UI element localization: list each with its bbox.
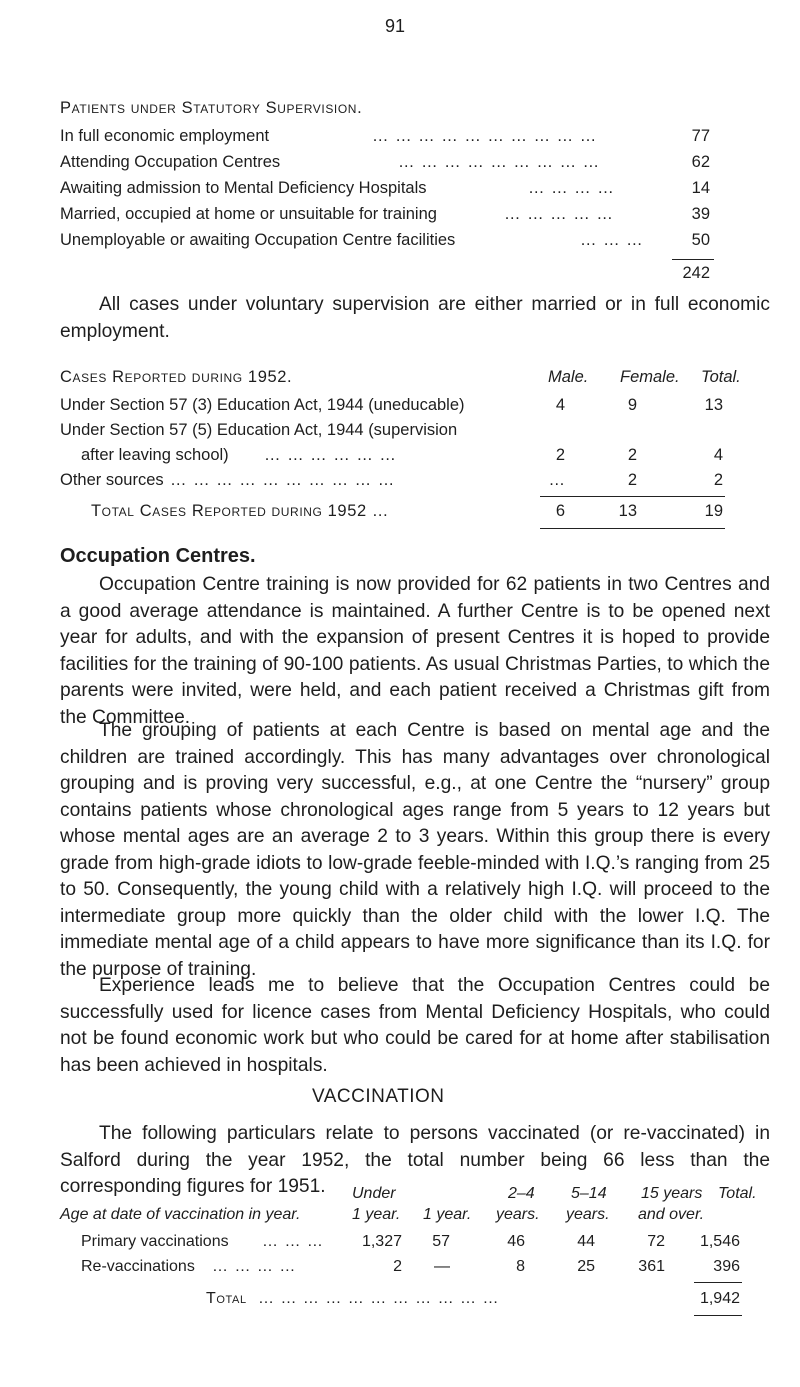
cases-male: 4 [555,396,565,414]
leader-dots: … … … … [528,179,615,197]
vacc-col-header: years. [496,1206,540,1223]
vacc-value: 44 [577,1233,595,1250]
voluntary-paragraph [60,292,770,345]
vacc-col-header: 2–4 [508,1185,535,1202]
vacc-col-header: and over. [638,1206,705,1223]
col-female-header: Female. [620,368,680,386]
cases-row-label: Under Section 57 (3) Education Act, 1944 (uneducable) [60,396,465,414]
statutory-row-value: 77 [691,127,710,145]
cases-row-label-cont: after leaving school) [81,446,229,464]
cases-heading: Cases Reported during 1952. [60,368,293,386]
vaccination-intro: The following particulars relate to persons vaccinated (or re-vaccinated) in Salford during the year 1952, the total number being 66 less than the corresponding figures for 1951. [60,1123,770,1197]
vacc-value: 361 [638,1258,665,1275]
vacc-col-header: 5–14 [571,1185,607,1202]
vacc-value: 46 [507,1233,525,1250]
leader-dots: … … … … … … … … … … [170,471,396,489]
vacc-value: 1,327 [361,1233,402,1250]
vacc-row-label: Re-vaccinations [81,1258,195,1275]
cases-total: 13 [704,396,723,414]
vacc-col-header: 1 year. [352,1206,401,1223]
vacc-value: 8 [516,1258,525,1275]
leader-dots: … … … … … [504,205,614,223]
cases-total-label: Total Cases Reported during 1952 … [91,502,390,520]
statutory-row-label: In full economic employment [60,127,270,145]
vacc-value: 25 [577,1258,595,1275]
occupation-text-3: Experience leads me to believe that the Occupation Centres could be successfully used for licence cases from Mental Deficiency Hospitals, who could not be found economic work but who could be cared for at home after stabilisation has been achieved in hospitals. [60,975,770,1076]
statutory-total: 242 [682,264,710,282]
statutory-row-label: Unemployable or awaiting Occupation Centre facilities [60,231,456,249]
cases-total: 2 [713,471,723,489]
vacc-col-header: Total. [718,1185,757,1202]
statutory-row-value: 50 [691,231,710,249]
leader-dots: … … … [580,231,644,249]
cases-total-female: 13 [618,502,637,520]
vacc-value: 72 [647,1233,665,1250]
occupation-text-1: Occupation Centre training is now provided for 62 patients in two Centres and a good average attendance is maintained. A further Centre is to be opened next year for adults, and with the expansion of present Centres it is hoped to provide facilities for the training of 90-100 patients. As usual Christmas Parties, to which the parents were invited, were held, and each patient received a Christmas gift from the Committee. [60,574,770,728]
occupation-paragraph [60,572,770,731]
vacc-value: — [434,1258,450,1275]
leader-dots: … … … … … … [264,446,397,464]
vacc-value: 1,546 [699,1233,740,1250]
vacc-col-header: years. [566,1206,610,1223]
cases-total-total: 19 [704,502,723,520]
vaccination-heading: VACCINATION [312,1086,445,1107]
vacc-value: 2 [393,1258,402,1275]
vacc-col-header: Under [352,1185,396,1202]
cases-male: … [548,471,565,489]
total-rule-top [540,496,725,497]
vacc-total-value: 1,942 [699,1290,740,1307]
vacc-value: 396 [713,1258,740,1275]
cases-male: 2 [555,446,565,464]
vacc-value: 57 [432,1233,450,1250]
cases-row-label: Under Section 57 (5) Education Act, 1944 (supervision [60,421,458,439]
leader-dots: … … … … … … … … … … … [258,1290,500,1307]
statutory-row-label: Awaiting admission to Mental Deficiency Hospitals [60,179,427,197]
page-number: 91 [385,16,406,36]
statutory-row-label: Attending Occupation Centres [60,153,281,171]
cases-row-label: Other sources [60,471,164,489]
leader-dots: … … … … … … … … … [398,153,601,171]
occupation-paragraph [60,718,770,983]
statutory-row-label: Married, occupied at home or unsuitable for training [60,205,437,223]
cases-total-male: 6 [555,502,565,520]
vacc-total-label: Total [206,1290,247,1307]
statutory-row-value: 14 [691,179,710,197]
cases-female: 2 [627,446,637,464]
vacc-total-rule-top [694,1282,742,1283]
cases-female: 9 [627,396,637,414]
cases-total: 4 [713,446,723,464]
col-male-header: Male. [548,368,589,386]
cases-female: 2 [627,471,637,489]
occupation-heading: Occupation Centres. [60,545,256,567]
leader-dots: … … … … [212,1258,297,1275]
vacc-col-header: 15 years [641,1185,703,1202]
vacc-total-rule-bottom [694,1315,742,1316]
statutory-row-value: 39 [691,205,710,223]
vacc-col-header: 1 year. [423,1206,472,1223]
col-total-header: Total. [701,368,741,386]
vacc-row-label: Primary vaccinations [81,1233,229,1250]
occupation-text-2: The grouping of patients at each Centre is based on mental age and the children are trained accordingly. This has many advantages over chronological grouping and is proving very successful, e.g., at one Centre the “nursery” group contains patients whose chronological ages range from 5 years to 12 years but whose mental ages are an average 2 to 3 years. Within this group there is every grade from high-grade idiots to low-grade feeble-minded with I.Q.’s ranging from 25 to 50. Consequently, the young child with a relatively high I.Q. will proceed to the intermediate group more quickly than the older child with the lower I.Q. The immediate mental age of a child appears to have more significance than its I.Q. for the purpose of training. [60,720,770,980]
vacc-row-header: Age at date of vaccination in year. [60,1206,301,1223]
subtotal-rule [672,259,714,260]
voluntary-text: All cases under voluntary supervision are either married or in full economic employment. [60,294,770,342]
statutory-row-value: 62 [691,153,710,171]
leader-dots: … … … … … … … … … … [372,127,598,145]
total-rule-bottom [540,528,725,529]
occupation-paragraph [60,973,770,1079]
statutory-heading: Patients under Statutory Supervision. [60,99,363,117]
leader-dots: … … … [262,1233,324,1250]
